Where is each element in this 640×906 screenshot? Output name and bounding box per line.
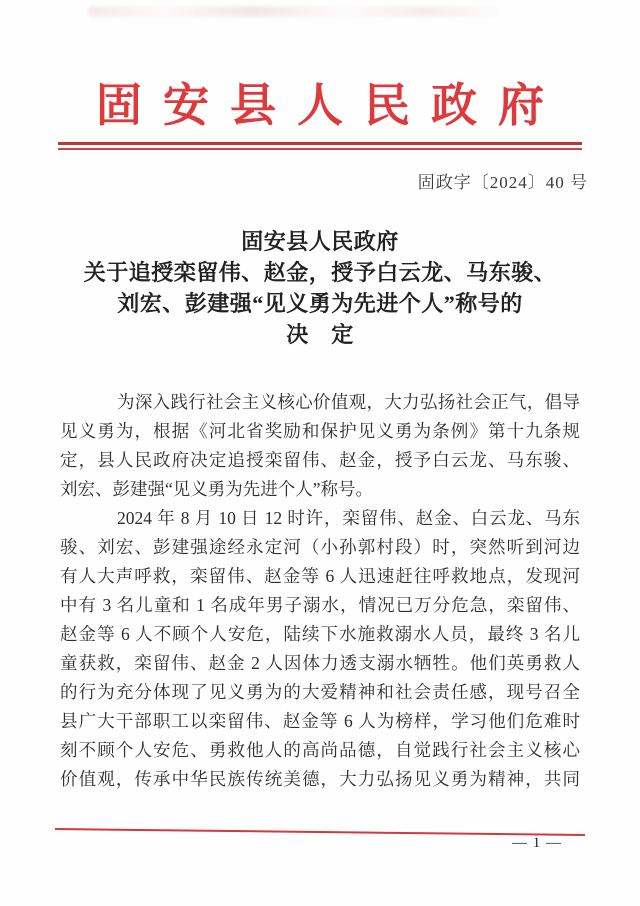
body-line: 中有 3 名儿童和 1 名成年男子溺水，情况已万分危急，栾留伟、 bbox=[60, 595, 580, 615]
body-line: 2024 年 8 月 10 日 12 时许，栾留伟、赵金、白云龙、马东 bbox=[117, 508, 580, 528]
body-line: 刻不顾个人安危、勇救他人的高尚品德，自觉践行社会主义核心 bbox=[60, 740, 580, 760]
title-line-subject-2: 刘宏、彭建强“见义勇为先进个人”称号的 bbox=[117, 291, 523, 316]
paragraph-2 bbox=[60, 504, 580, 794]
body-line: 价值观，传承中华民族传统美德，大力弘扬见义勇为精神，共同 bbox=[60, 769, 580, 789]
body-line: 的行为充分体现了见义勇为的大爱精神和社会责任感，现号召全 bbox=[60, 682, 580, 702]
body-line: 为深入践行社会主义核心价值观，大力弘扬社会正气，倡导 bbox=[117, 392, 580, 412]
body-line: 赵金等 6 人不顾个人安危，陆续下水施救溺水人员，最终 3 名儿 bbox=[60, 624, 580, 644]
body-line: 有人大声呼救，栾留伟、赵金等 6 人迅速赶往呼救地点，发现河 bbox=[60, 566, 580, 586]
body-line: 县广大干部职工以栾留伟、赵金等 6 人为榜样，学习他们危难时 bbox=[60, 711, 580, 731]
footer-red-divider bbox=[55, 828, 585, 836]
scan-artifact-smudge bbox=[88, 6, 500, 17]
title-line-agency: 固安县人民政府 bbox=[241, 229, 399, 254]
header-red-divider bbox=[58, 142, 582, 150]
agency-header-title: 固安县人民政府 bbox=[96, 80, 565, 131]
document-title-block bbox=[0, 226, 640, 350]
document-reference-number: 固政字〔2024〕40 号 bbox=[417, 173, 588, 192]
body-line: 童获救，栾留伟、赵金 2 人因体力透支溺水牺牲。他们英勇救人 bbox=[60, 653, 580, 673]
title-line-decision: 决 定 bbox=[286, 322, 354, 347]
paragraph-1 bbox=[60, 388, 580, 504]
body-line: 见义勇为，根据《河北省奖励和保护见义勇为条例》第十九条规 bbox=[60, 421, 580, 441]
title-line-subject-1: 关于追授栾留伟、赵金，授予白云龙、马东骏、 bbox=[83, 260, 557, 285]
page-number: — 1 — bbox=[512, 835, 562, 851]
body-line: 骏、刘宏、彭建强途经永定河（小孙郭村段）时，突然听到河边 bbox=[60, 537, 580, 557]
body-line: 定，县人民政府决定追授栾留伟、赵金，授予白云龙、马东骏、 bbox=[60, 450, 580, 470]
body-line: 刘宏、彭建强“见义勇为先进个人”称号。 bbox=[60, 479, 374, 499]
document-body bbox=[0, 388, 640, 794]
